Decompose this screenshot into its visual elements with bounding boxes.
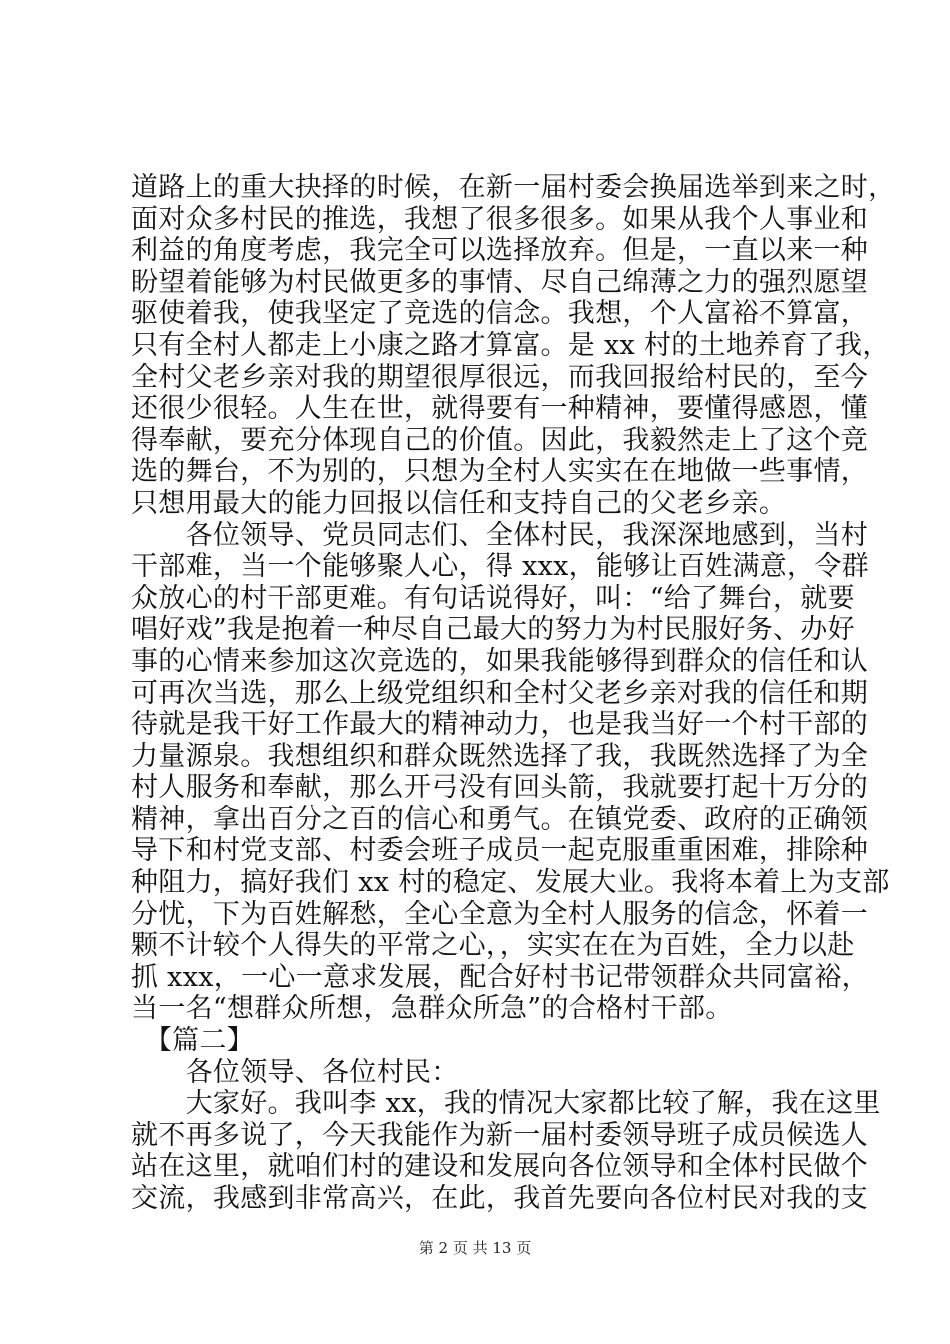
- document-line: 颗不计较个人得失的平常之心，，实实在在为百姓，全力以赴: [131, 930, 855, 962]
- document-line: 唱好戏”我是抱着一种尽自己最大的努力为村民服好务、办好: [131, 614, 855, 646]
- document-line: 干部难，当一个能够聚人心，得 xxx，能够让百姓满意，令群: [131, 551, 869, 583]
- document-line: 面对众多村民的推选，我想了很多很多。如果从我个人事业和: [131, 203, 869, 235]
- document-line: 众放心的村干部更难。有句话说得好，叫：“给了舞台，就要: [131, 582, 855, 614]
- document-line: 盼望着能够为村民做更多的事情、尽自己绵薄之力的强烈愿望: [131, 266, 869, 298]
- document-line: 待就是我干好工作最大的精神动力，也是我当好一个村干部的: [131, 709, 869, 741]
- document-line: 导下和村党支部、村委会班子成员一起克服重重困难，排除种: [131, 835, 869, 867]
- document-line: 就不再多说了，今天我能作为新一届村委领导班子成员候选人: [131, 1119, 869, 1151]
- document-line: 可再次当选，那么上级党组织和全村父老乡亲对我的信任和期: [131, 677, 869, 709]
- document-line: 选的舞台，不为别的，只想为全村人实实在在地做一些事情，: [131, 456, 869, 488]
- document-line: 分忧，下为百姓解愁，全心全意为全村人服务的信念，怀着一: [131, 898, 869, 930]
- document-line: 只有全村人都走上小康之路才算富。是 xx 村的土地养育了我，: [131, 329, 890, 361]
- document-line: 大家好。我叫李 xx，我的情况大家都比较了解，我在这里: [131, 1088, 881, 1120]
- document-line: 得奉献，要充分体现自己的价值。因此，我毅然走上了这个竞: [131, 424, 869, 456]
- document-line: 各位领导、各位村民：: [131, 1056, 459, 1088]
- document-line: 还很少很轻。人生在世，就得要有一种精神，要懂得感恩，懂: [131, 393, 869, 425]
- document-line: 利益的角度考虑，我完全可以选择放弃。但是，一直以来一种: [131, 235, 869, 267]
- document-line: 道路上的重大抉择的时候，在新一届村委会换届选举到来之时，: [131, 172, 896, 203]
- document-line: 抓 xxx，一心一意求发展，配合好村书记带领群众共同富裕，: [131, 961, 869, 993]
- document-body: [131, 172, 896, 1215]
- document-line: 力量源泉。我想组织和群众既然选择了我，我既然选择了为全: [131, 740, 869, 772]
- page-footer: 第 2 页 共 13 页: [418, 1239, 532, 1257]
- document-line: 【篇二】: [131, 1025, 254, 1057]
- document-line: 村人服务和奉献，那么开弓没有回头箭，我就要打起十万分的: [131, 772, 869, 804]
- document-line: 当一名“想群众所想，急群众所急”的合格村干部。: [131, 993, 733, 1025]
- document-line: 种阻力，搞好我们 xx 村的稳定、发展大业。我将本着上为支部: [131, 867, 890, 899]
- document-line: 全村父老乡亲对我的期望很厚很远，而我回报给村民的，至今: [131, 361, 869, 393]
- document-line: 站在这里，就咱们村的建设和发展向各位领导和全体村民做个: [131, 1151, 869, 1183]
- document-line: 驱使着我，使我坚定了竞选的信念。我想，个人富裕不算富，: [131, 298, 869, 330]
- document-line: 只想用最大的能力回报以信任和支持自己的父老乡亲。: [131, 487, 787, 519]
- document-line: 各位领导、党员同志们、全体村民，我深深地感到，当村: [131, 519, 869, 551]
- document-line: 精神，拿出百分之百的信心和勇气。在镇党委、政府的正确领: [131, 803, 869, 835]
- document-line: 交流，我感到非常高兴，在此，我首先要向各位村民对我的支: [131, 1183, 869, 1214]
- document-line: 事的心情来参加这次竞选的，如果我能够得到群众的信任和认: [131, 645, 869, 677]
